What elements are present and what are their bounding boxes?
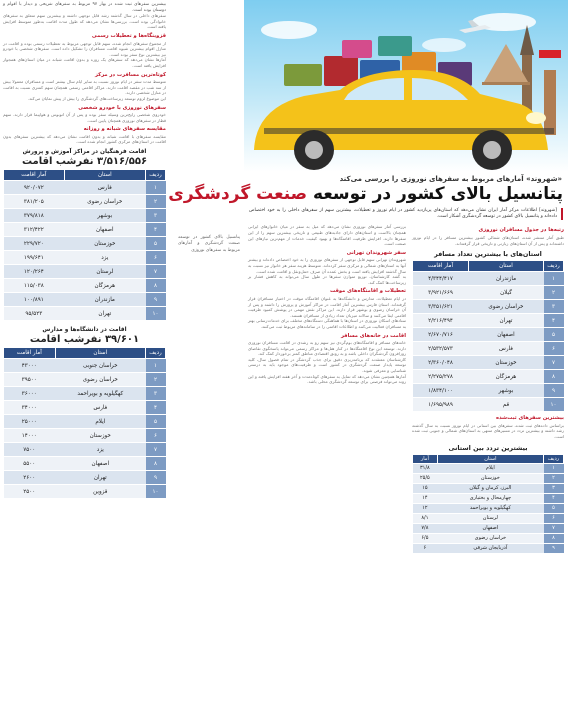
body-text-block: بررسی آمار سفرهای نوروزی نشان می‌دهد که میل به سفر در میان خانوارهای ایرانی همچنان بالاست و استان‌های دارای جاذبه‌های طبیعی و تاریخی بیشترین سهم را از این سفرها دارند. افزایش ظرفیت اقامتگاه‌ها و بهبود کیفیت خدمات از مهم‌ترین نیازهای این صنعت است. xyxy=(248,224,406,247)
cell-value: ۱/۶۹۵/۹۸۹ xyxy=(413,398,469,412)
table-row xyxy=(4,209,166,223)
table-row xyxy=(4,293,166,307)
headline-accent: صنعت گردشگری xyxy=(168,184,308,204)
cell-value: ۴۳۰۰۰ xyxy=(4,359,56,373)
cell-rank: ۷ xyxy=(544,356,564,370)
cell-province: اصفهان xyxy=(437,523,543,533)
table-row xyxy=(4,471,166,485)
table-row xyxy=(4,415,166,429)
col-header: ردیف xyxy=(146,348,166,359)
cell-province: بوشهر xyxy=(468,384,543,398)
table-row xyxy=(413,543,564,553)
table-accommodation-schools xyxy=(3,347,166,499)
table-row xyxy=(413,473,564,483)
table-row xyxy=(413,300,564,314)
cell-province: خراسان رضوی xyxy=(468,300,543,314)
cell-province: خراسان رضوی xyxy=(437,533,543,543)
cell-province: اصفهان xyxy=(468,328,543,342)
cell-rank: ۶ xyxy=(544,342,564,356)
table1-total: ۳/۵۱۶/۵۵۶ نفرشب اقامت xyxy=(21,156,148,168)
table-row xyxy=(4,443,166,457)
table-row xyxy=(4,387,166,401)
cell-province: کهگیلویه و بویراحمد xyxy=(55,387,145,401)
section-heading: سفرهای نوروزی با خودرو شخصی xyxy=(78,104,166,111)
table-row xyxy=(4,485,166,499)
cell-province: اصفهان xyxy=(64,223,145,237)
cell-province: تهران xyxy=(64,307,145,321)
section-heading: بیشترین سفرهای ثبت‌شده xyxy=(496,415,564,422)
body-text-block: براساس داده‌های ثبت شده، سفرهای بین استانی در ایام نوروز نسبت به سال گذشته رشد داشته و بیشترین تردد در مسیرهای منتهی به استان‌های شمالی و جنوبی ثبت شده است. xyxy=(412,422,564,439)
cell-rank: ۹ xyxy=(146,293,166,307)
table3-title: استان‌های با بیشترین تعداد مسافر xyxy=(434,250,542,259)
table-row xyxy=(413,314,564,328)
table-row xyxy=(4,359,166,373)
body-text-block: سفرهای داخلی در سال گذشته رشد قابل توجهی داشته و بیشترین سهم متعلق به سفرهای خانوادگی بوده است. بررسی‌ها نشان می‌دهد که طول مدت اقامت به‌طور متوسط افزایش یافته است. xyxy=(3,13,166,30)
table-row xyxy=(4,457,166,471)
cell-value: ۲/۶۷۰/۷۱۶ xyxy=(413,328,469,342)
cell-province: یزد xyxy=(64,251,145,265)
cell-province: قزوین xyxy=(55,485,145,499)
cell-rank: ۷ xyxy=(146,265,166,279)
table-row xyxy=(413,384,564,398)
table-row xyxy=(413,483,564,493)
cell-rank: ۴ xyxy=(544,493,564,503)
table-row xyxy=(413,398,564,412)
cell-province: مازندران xyxy=(468,272,543,286)
col-header: استان xyxy=(468,261,543,272)
cell-province: خوزستان xyxy=(437,473,543,483)
section-heading: مقایسه سفرهای شبانه و روزانه xyxy=(83,126,166,133)
cell-rank: ۱۰ xyxy=(544,398,564,412)
cell-rank: ۸ xyxy=(544,533,564,543)
cell-value: ۲۲۹/۷۲۰ xyxy=(4,237,65,251)
cell-value: ۳۱/۸ xyxy=(413,463,438,473)
table-row xyxy=(413,370,564,384)
body-text-block: در ایام تعطیلات، مدارس و دانشگاه‌ها به عنوان اقامتگاه موقت در اختیار مسافران قرار گرفته‌اند. استان فارس بیشترین آمار اقامت در مراکز آموزش و پرورش را داشته و پس از آن خراسان رضوی و بوشهر قرار دارند. این مراکز نقش مهمی در پوشش کمبود ظرفیت اقامتی ایفا می‌کنند و سالانه میزبان تعداد زیادی از مسافران هستند. xyxy=(248,295,406,318)
cell-value: ۳۱۲/۴۲۲ xyxy=(4,223,65,237)
col-header: استان xyxy=(55,348,145,359)
travel-car-illustration xyxy=(244,0,568,172)
section-heading: تعطیلات و اقامتگاه‌های موقت xyxy=(330,288,406,295)
table-row xyxy=(4,265,166,279)
cell-province: لرستان xyxy=(437,513,543,523)
table-row xyxy=(4,401,166,415)
article-headline xyxy=(168,183,568,204)
cell-rank: ۲ xyxy=(544,473,564,483)
section-heading: قزوینگاه‌ها و تعطیلات رسمی xyxy=(91,32,166,39)
col-header: آمار اقامت xyxy=(4,348,56,359)
cell-rank: ۱ xyxy=(146,359,166,373)
body-text-block: کارشناسان معتقدند که برنامه‌ریزی دقیق برای جذب گردشگر در تمام فصول سال، کلید توسعه پایدار صنعت گردشگری در کشور است و ظرفیت‌های موجود باید به درستی شناسایی و معرفی شوند. xyxy=(248,356,406,374)
cell-rank: ۹ xyxy=(544,384,564,398)
body-text-block: آمارها نشان می‌دهد که سفرهای یک روزه و بدون اقامت شبانه در میان استان‌های همجوار افزایش یافته است. xyxy=(3,57,166,68)
body-text-block: طبق آمار منتشر شده، استان‌های شمالی کشور بیشترین مسافر را در ایام نوروز داشته‌اند و پس از آن استان‌های زیارتی و تاریخی قرار گرفته‌اند. xyxy=(412,235,564,246)
table-row xyxy=(413,272,564,286)
cell-rank: ۳ xyxy=(146,387,166,401)
cell-rank: ۳ xyxy=(146,209,166,223)
col-header: استان xyxy=(64,170,145,181)
body-text-block: آمارها همچنین نشان می‌دهد که تمایل به سفرهای کوتاه‌مدت و آخر هفته افزایش یافته و این روند می‌تواند فرصتی برای توسعه گردشگری محلی باشد. xyxy=(248,373,406,385)
body-text-block: ستادهای اسکان نوروزی در استان‌ها با هماهنگی دستگاه‌های مختلف برای خدمات‌رسانی بهتر به مسافران فعالیت می‌کنند و اطلاعات اقامتی را در سامانه‌های مربوط ثبت می‌کنند. xyxy=(247,318,406,329)
cell-province: هرمزگان xyxy=(468,370,543,384)
cell-rank: ۹ xyxy=(146,471,166,485)
cell-value: ۶ xyxy=(413,543,438,553)
col-header: ردیف xyxy=(544,454,564,463)
cell-rank: ۱ xyxy=(146,181,166,195)
cell-value: ۳۸۱/۲۰۵ xyxy=(4,195,65,209)
cell-province: آذربایجان شرقی xyxy=(437,543,543,553)
cell-province: تهران xyxy=(55,471,145,485)
sidebar-strip xyxy=(178,0,240,711)
table-row xyxy=(413,493,564,503)
cell-province: بوشهر xyxy=(64,209,145,223)
cell-value: ۱۲۰/۲۶۴ xyxy=(4,265,65,279)
cell-province: خوزستان xyxy=(55,429,145,443)
section-heading: سفر شهروندان تهرانی xyxy=(346,249,406,256)
cell-rank: ۲ xyxy=(146,373,166,387)
cell-value: ۹۲۰/۰۷۲ xyxy=(4,181,65,195)
cell-rank: ۷ xyxy=(544,523,564,533)
cell-province: هرمزگان xyxy=(64,279,145,293)
cell-value: ۲/۲۷۵/۲۷۸ xyxy=(413,370,469,384)
cell-province: خراسان رضوی xyxy=(55,373,145,387)
cell-rank: ۸ xyxy=(146,279,166,293)
table1-caption: اقامت فرهنگیان در مراکز آموزش و پرورش xyxy=(22,149,147,156)
cell-province: خوزستان xyxy=(64,237,145,251)
cell-value: ۵۵۰۰ xyxy=(4,457,56,471)
cell-value: ۱۱۵/۰۳۸ xyxy=(4,279,65,293)
cell-rank: ۱۰ xyxy=(146,307,166,321)
cell-value: ۱۴۰۰۰ xyxy=(4,429,56,443)
cell-value: ۳/۹۲۱/۶۶۹ xyxy=(413,286,469,300)
cell-province: کهگیلویه و بویراحمد xyxy=(437,503,543,513)
cell-province: تهران xyxy=(468,314,543,328)
body-text-block: خودروی شخصی رایج‌ترین وسیله سفر بوده و پس از آن اتوبوس و هواپیما قرار دارند. سهم قطار در سفرهای نوروزی همچنان پایین است. xyxy=(3,112,166,123)
table-row xyxy=(4,251,166,265)
article-kicker: «شهروند» آمارهای مربوط به سفرهای نوروزی را بررسی می‌کند xyxy=(339,175,562,183)
sidebar-text: پتانسیل بالای کشور در توسعه صنعت گردشگری و آمارهای مربوط به سفرهای نوروزی xyxy=(178,235,240,253)
cell-rank: ۹ xyxy=(544,543,564,553)
section-heading: اقامت در خانه‌های مسافر xyxy=(340,332,406,339)
cell-province: ایلام xyxy=(55,415,145,429)
headline-main: پتانسیل بالای کشور در توسعه xyxy=(307,184,563,204)
table-row xyxy=(413,513,564,523)
cell-province: فارس xyxy=(468,342,543,356)
table-row xyxy=(413,356,564,370)
col-header: آمار اقامت xyxy=(413,261,469,272)
body-text-block: متوسط مدت سفر در ایام نوروز نسبت به سایر ایام سال بیشتر است و مسافران معمولا بیش از سه شب در مقصد اقامت دارند. مراکز اقامتی رسمی همچنان سهم کمتری نسبت به اقامت در منازل شخصی دارند. xyxy=(3,79,166,96)
cell-value: ۲/۵۳۲/۵۷۳ xyxy=(413,342,469,356)
cell-province: گیلان xyxy=(468,286,543,300)
article-column-right xyxy=(412,224,564,553)
cell-rank: ۷ xyxy=(146,443,166,457)
cell-province: فارس xyxy=(64,181,145,195)
cell-value: ۴/۳۴۴/۴۱۷ xyxy=(413,272,469,286)
body-text-block: خانه‌های مسافر و اقامتگاه‌های بوم‌گردی نیز سهم رو به رشدی در اقامت مسافران نوروزی دارند. توسعه این نوع اقامتگاه‌ها در کنار هتل‌ها و مراکز رسمی می‌تواند پاسخگوی تقاضای روزافزون گردشگران داخلی باشد و به رونق اقتصادی مناطق کمتر برخوردار کمک کند. xyxy=(248,340,406,357)
cell-value: ۳/۳۵۱/۶۲۱ xyxy=(413,300,469,314)
cell-value: ۳۹۵۰۰ xyxy=(4,373,56,387)
cell-rank: ۵ xyxy=(544,503,564,513)
table-row xyxy=(413,533,564,543)
cell-value: ۹۵/۵۲۳ xyxy=(4,307,65,321)
col-header: ردیف xyxy=(544,261,564,272)
col-header: استان xyxy=(437,454,543,463)
cell-rank: ۵ xyxy=(146,237,166,251)
table-row xyxy=(4,429,166,443)
cell-value: ۱۲ xyxy=(413,503,438,513)
cell-rank: ۲ xyxy=(146,195,166,209)
cell-province: اصفهان xyxy=(55,457,145,471)
table-row xyxy=(4,223,166,237)
cell-province: قم xyxy=(468,398,543,412)
cell-value: ۱۵ xyxy=(413,483,438,493)
cell-value: ۳۴۰۰۰ xyxy=(4,401,56,415)
section-heading: کوتاه‌ترین مسافرت در مرکز xyxy=(94,71,166,78)
cell-province: لرستان xyxy=(64,265,145,279)
article-body xyxy=(244,224,568,553)
article-column-left xyxy=(248,224,406,553)
left-column xyxy=(0,0,169,711)
cell-value: ۷/۸ xyxy=(413,523,438,533)
cell-value: ۱۹۹/۶۴۱ xyxy=(4,251,65,265)
table2-caption: اقامت در دانشگاه‌ها و مدارس xyxy=(42,327,127,334)
table-row xyxy=(413,503,564,513)
table-row xyxy=(4,195,166,209)
table-row xyxy=(4,279,166,293)
cell-rank: ۱ xyxy=(544,463,564,473)
cell-province: خراسان جنوبی xyxy=(55,359,145,373)
cell-rank: ۶ xyxy=(544,513,564,523)
col-header: آمار xyxy=(413,454,438,463)
cell-value: ۷۵۰۰ xyxy=(4,443,56,457)
cell-value: ۸/۱ xyxy=(413,513,438,523)
cell-value: ۱۰۰/۸۹۱ xyxy=(4,293,65,307)
table-row xyxy=(4,307,166,321)
yellow-car-luggage-icon xyxy=(244,0,568,172)
cell-rank: ۵ xyxy=(146,415,166,429)
table-row xyxy=(413,328,564,342)
col-header: ردیف xyxy=(146,170,166,181)
cell-rank: ۲ xyxy=(544,286,564,300)
intro-paragraph: بیشترین سفرهای ثبت شده در بهار ۹۷ مربوط به سفرهای تفریحی و دیدار با اقوام و دوستان بوده است. xyxy=(3,2,166,13)
table-row xyxy=(4,237,166,251)
cell-province: خراسان رضوی xyxy=(64,195,145,209)
cell-value: ۲/۳۶۰/۰۴۸ xyxy=(413,356,469,370)
table2-total: ۳۹/۶۰۱ نفرشب اقامت xyxy=(29,334,140,346)
cell-province: ایلام xyxy=(437,463,543,473)
body-text-block: از مجموع سفرهای انجام شده، سهم قابل توجهی مربوط به تعطیلات رسمی بوده و اقامت در منازل اقوام بیشترین شیوه اقامت مسافران را تشکیل داده است. سفرهای شخصی با خودرو نیز بیشترین نوع سفر بوده است. xyxy=(3,40,166,57)
cell-rank: ۴ xyxy=(146,223,166,237)
cell-province: فارس xyxy=(55,401,145,415)
table-row xyxy=(413,463,564,473)
cell-rank: ۱۰ xyxy=(146,485,166,499)
cell-rank: ۴ xyxy=(146,401,166,415)
cell-rank: ۳ xyxy=(544,300,564,314)
body-text-block: شهروندان تهرانی سهم قابل توجهی از سفرهای نوروزی را به خود اختصاص داده‌اند و بیشتر آنها به استان‌های شمالی و مرکزی سفر کرده‌اند. متوسط هزینه سفر هر خانوار نیز نسبت به سال گذشته افزایش یافته است و بخش عمده آن صرف حمل‌ونقل و اقامت شده است. xyxy=(248,257,406,274)
cell-rank: ۸ xyxy=(146,457,166,471)
table-row xyxy=(413,523,564,533)
cell-value: ۲۵۰۰۰ xyxy=(4,415,56,429)
cell-value: ۲۵۰۰ xyxy=(4,485,56,499)
cell-rank: ۶ xyxy=(146,251,166,265)
cell-province: یزد xyxy=(55,443,145,457)
cell-value: ۳۷۹/۸۱۸ xyxy=(4,209,65,223)
cell-rank: ۳ xyxy=(544,483,564,493)
body-text-block: این موضوع لزوم توسعه زیرساخت‌های گردشگری را بیش از پیش نمایان می‌کند. xyxy=(27,95,166,101)
cell-rank: ۸ xyxy=(544,370,564,384)
cell-rank: ۴ xyxy=(544,314,564,328)
cell-province: خوزستان xyxy=(468,356,543,370)
cell-value: ۳۶۰۰۰ xyxy=(4,387,56,401)
article-lead: [شهروند] اطلاعات مرکز آمار ایران نشان می‌دهد که استان‌های پربازدید کشور در ایام نوروز و تعطیلات، بیشترین سهم از سفرهای داخلی را به خود اختصاص داده‌اند و پتانسیل بالای کشور در توسعه گردشگری آشکار است. xyxy=(249,208,563,220)
cell-province: مازندران xyxy=(64,293,145,307)
table-row xyxy=(4,181,166,195)
cell-value: ۲۵/۵ xyxy=(413,473,438,483)
cell-value: ۶/۵ xyxy=(413,533,438,543)
table-accommodation-education xyxy=(3,169,166,321)
table-interprovincial-traffic xyxy=(412,454,564,554)
cell-value: ۱/۸۳۴/۱۰۰ xyxy=(413,384,469,398)
cell-province: البرز، کرمان و گیلان xyxy=(437,483,543,493)
cell-rank: ۶ xyxy=(146,429,166,443)
body-text-block: به گفته کارشناسان، توزیع متوازن سفرها در طول سال می‌تواند به کاهش فشار بر زیرساخت‌ها کمک کند. xyxy=(248,274,406,285)
table4-title: بیشترین تردد بین استانی xyxy=(448,443,528,452)
table-row xyxy=(4,373,166,387)
cell-value: ۲۶۰۰ xyxy=(4,471,56,485)
col-header: آمار اقامت xyxy=(4,170,65,181)
table-row xyxy=(413,342,564,356)
section-heading: رتبه‌ها در جدول مسافران نوروزی xyxy=(478,227,564,234)
cell-rank: ۱ xyxy=(544,272,564,286)
cell-value: ۱۴ xyxy=(413,493,438,503)
body-text-block: مقایسه سفرهای با اقامت شبانه و بدون اقامت نشان می‌دهد که بیشترین سفرهای بدون اقامت در استان‌های مرکزی کشور انجام شده است. xyxy=(3,133,166,145)
cell-rank: ۵ xyxy=(544,328,564,342)
table-row xyxy=(413,286,564,300)
cell-value: ۲/۲۱۶/۴۹۴ xyxy=(413,314,469,328)
table-most-travelers xyxy=(412,260,564,412)
cell-province: چهارمحال و بختیاری xyxy=(437,493,543,503)
